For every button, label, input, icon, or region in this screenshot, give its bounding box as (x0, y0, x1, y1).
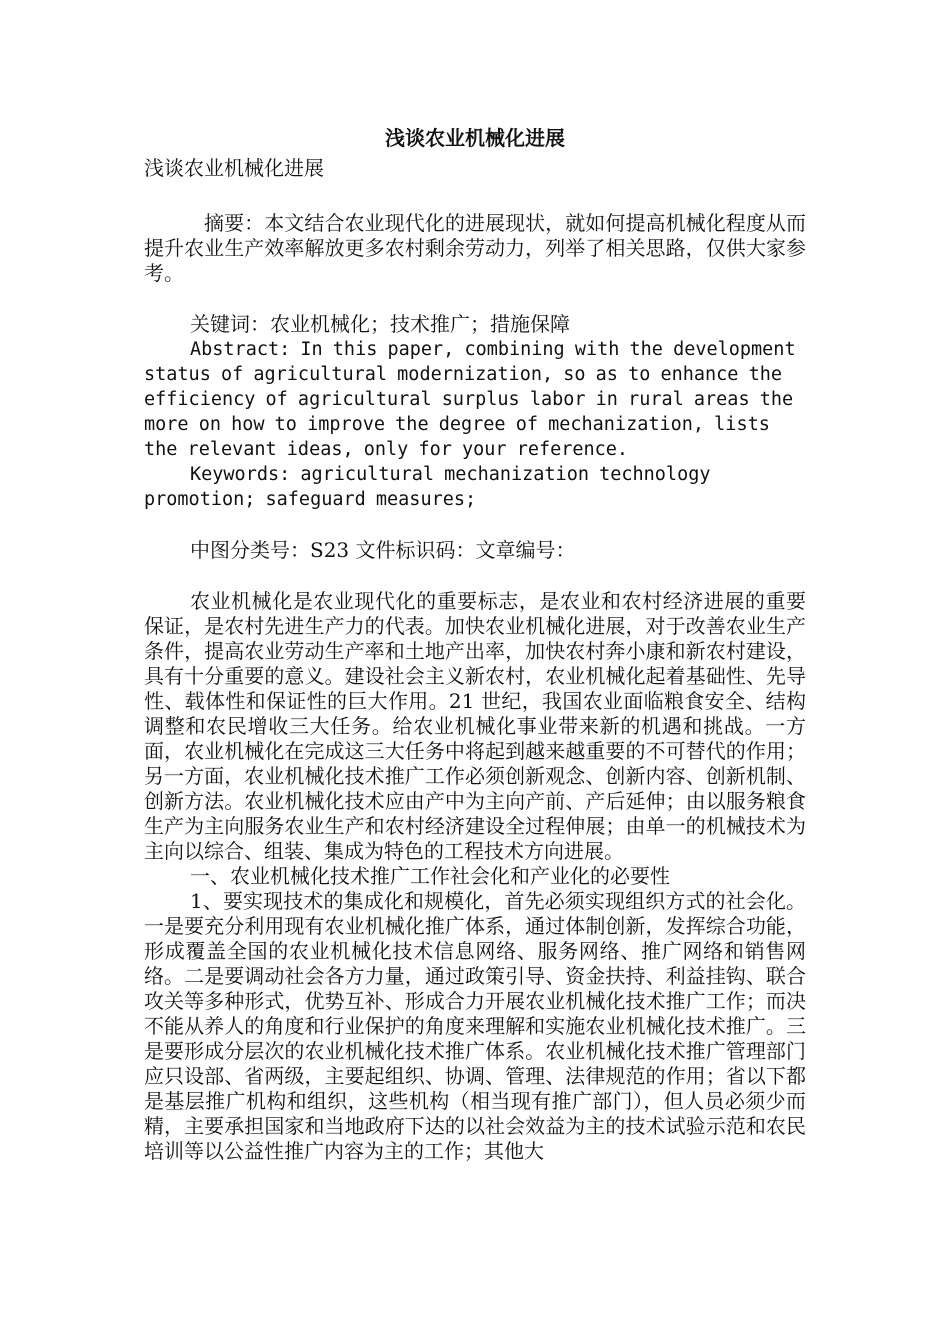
body-paragraph-1: 农业机械化是农业现代化的重要标志，是农业和农村经济进展的重要保证，是农村先进生产力的代表。加快农业机械化进展，对于改善农业生产条件，提高农业劳动生产率和土地产出率，加快农村奔小康和新农村建设，具有十分重要的意义。建设社会主义新农村，农业机械化起着基础性、先导性、载体性和保证性的巨大作用。21 世纪，我国农业面临粮食安全、结构调整和农民增收三大任务。给农业机械化事业带来新的机遇和挑战。一方面，农业机械化在完成这三大任务中将起到越来越重要的不可替代的作用；另一方面，农业机械化技术推广工作必须创新观念、创新内容、创新机制、创新方法。农业机械化技术应由产中为主向产前、产后延伸；由以服务粮食生产为主向服务农业生产和农村经济建设全过程伸展；由单一的机械技术为主向以综合、组装、集成为特色的工程技术方向进展。 (144, 589, 806, 863)
section-heading-1: 一、农业机械化技术推广工作社会化和产业化的必要性 (190, 864, 670, 888)
spacer (144, 286, 806, 312)
keywords-en: Keywords: agricultural mechanization technology promotion; safeguard measures; (144, 464, 711, 510)
spacer (144, 563, 806, 589)
abstract-en: Abstract: In this paper, combining with the development status of agricultural modernization, so as to enhance the efficiency of agricultural surplus labor in rural areas the more on how to improve the degree of mechanization, lists the relevant ideas, only for your reference. (144, 339, 796, 460)
body-paragraph-2: 1、要实现技术的集成化和规模化，首先必须实现组织方式的社会化。一是要充分利用现有农业机械化推广体系，通过体制创新，发挥综合功能，形成覆盖全国的农业机械化技术信息网络、服务网络、推广网络和销售网络。二是要调动社会各方力量，通过政策引导、资金扶持、利益挂钩、联合攻关等多种形式，优势互补、形成合力开展农业机械化技术推广工作；而决不能从养人的角度和行业保护的角度来理解和实施农业机械化技术推广。三是要形成分层次的农业机械化技术推广体系。农业机械化技术推广管理部门应只设部、省两级，主要起组织、协调、管理、法律规范的作用；省以下都是基层推广机构和组织，这些机构（相当现有推广部门），但人员必须少而精，主要承担国家和当地政府下达的以社会效益为主的技术试验示范和农民培训等以公益性推广内容为主的工作；其他大 (144, 889, 806, 1163)
abstract-cn: 摘要：本文结合农业现代化的进展现状，就如何提高机械化程度从而提升农业生产效率解放更多农村剩余劳动力，列举了相关思路，仅供大家参考。 (144, 211, 806, 285)
keywords-cn: 关键词：农业机械化；技术推广；措施保障 (190, 312, 570, 336)
document-subtitle: 浅谈农业机械化进展 (144, 156, 324, 180)
classification-line: 中图分类号：S23 文件标识码：文章编号： (190, 538, 576, 562)
document-title: 浅谈农业机械化进展 (385, 126, 565, 150)
spacer (144, 512, 806, 538)
document-page (144, 121, 806, 1164)
